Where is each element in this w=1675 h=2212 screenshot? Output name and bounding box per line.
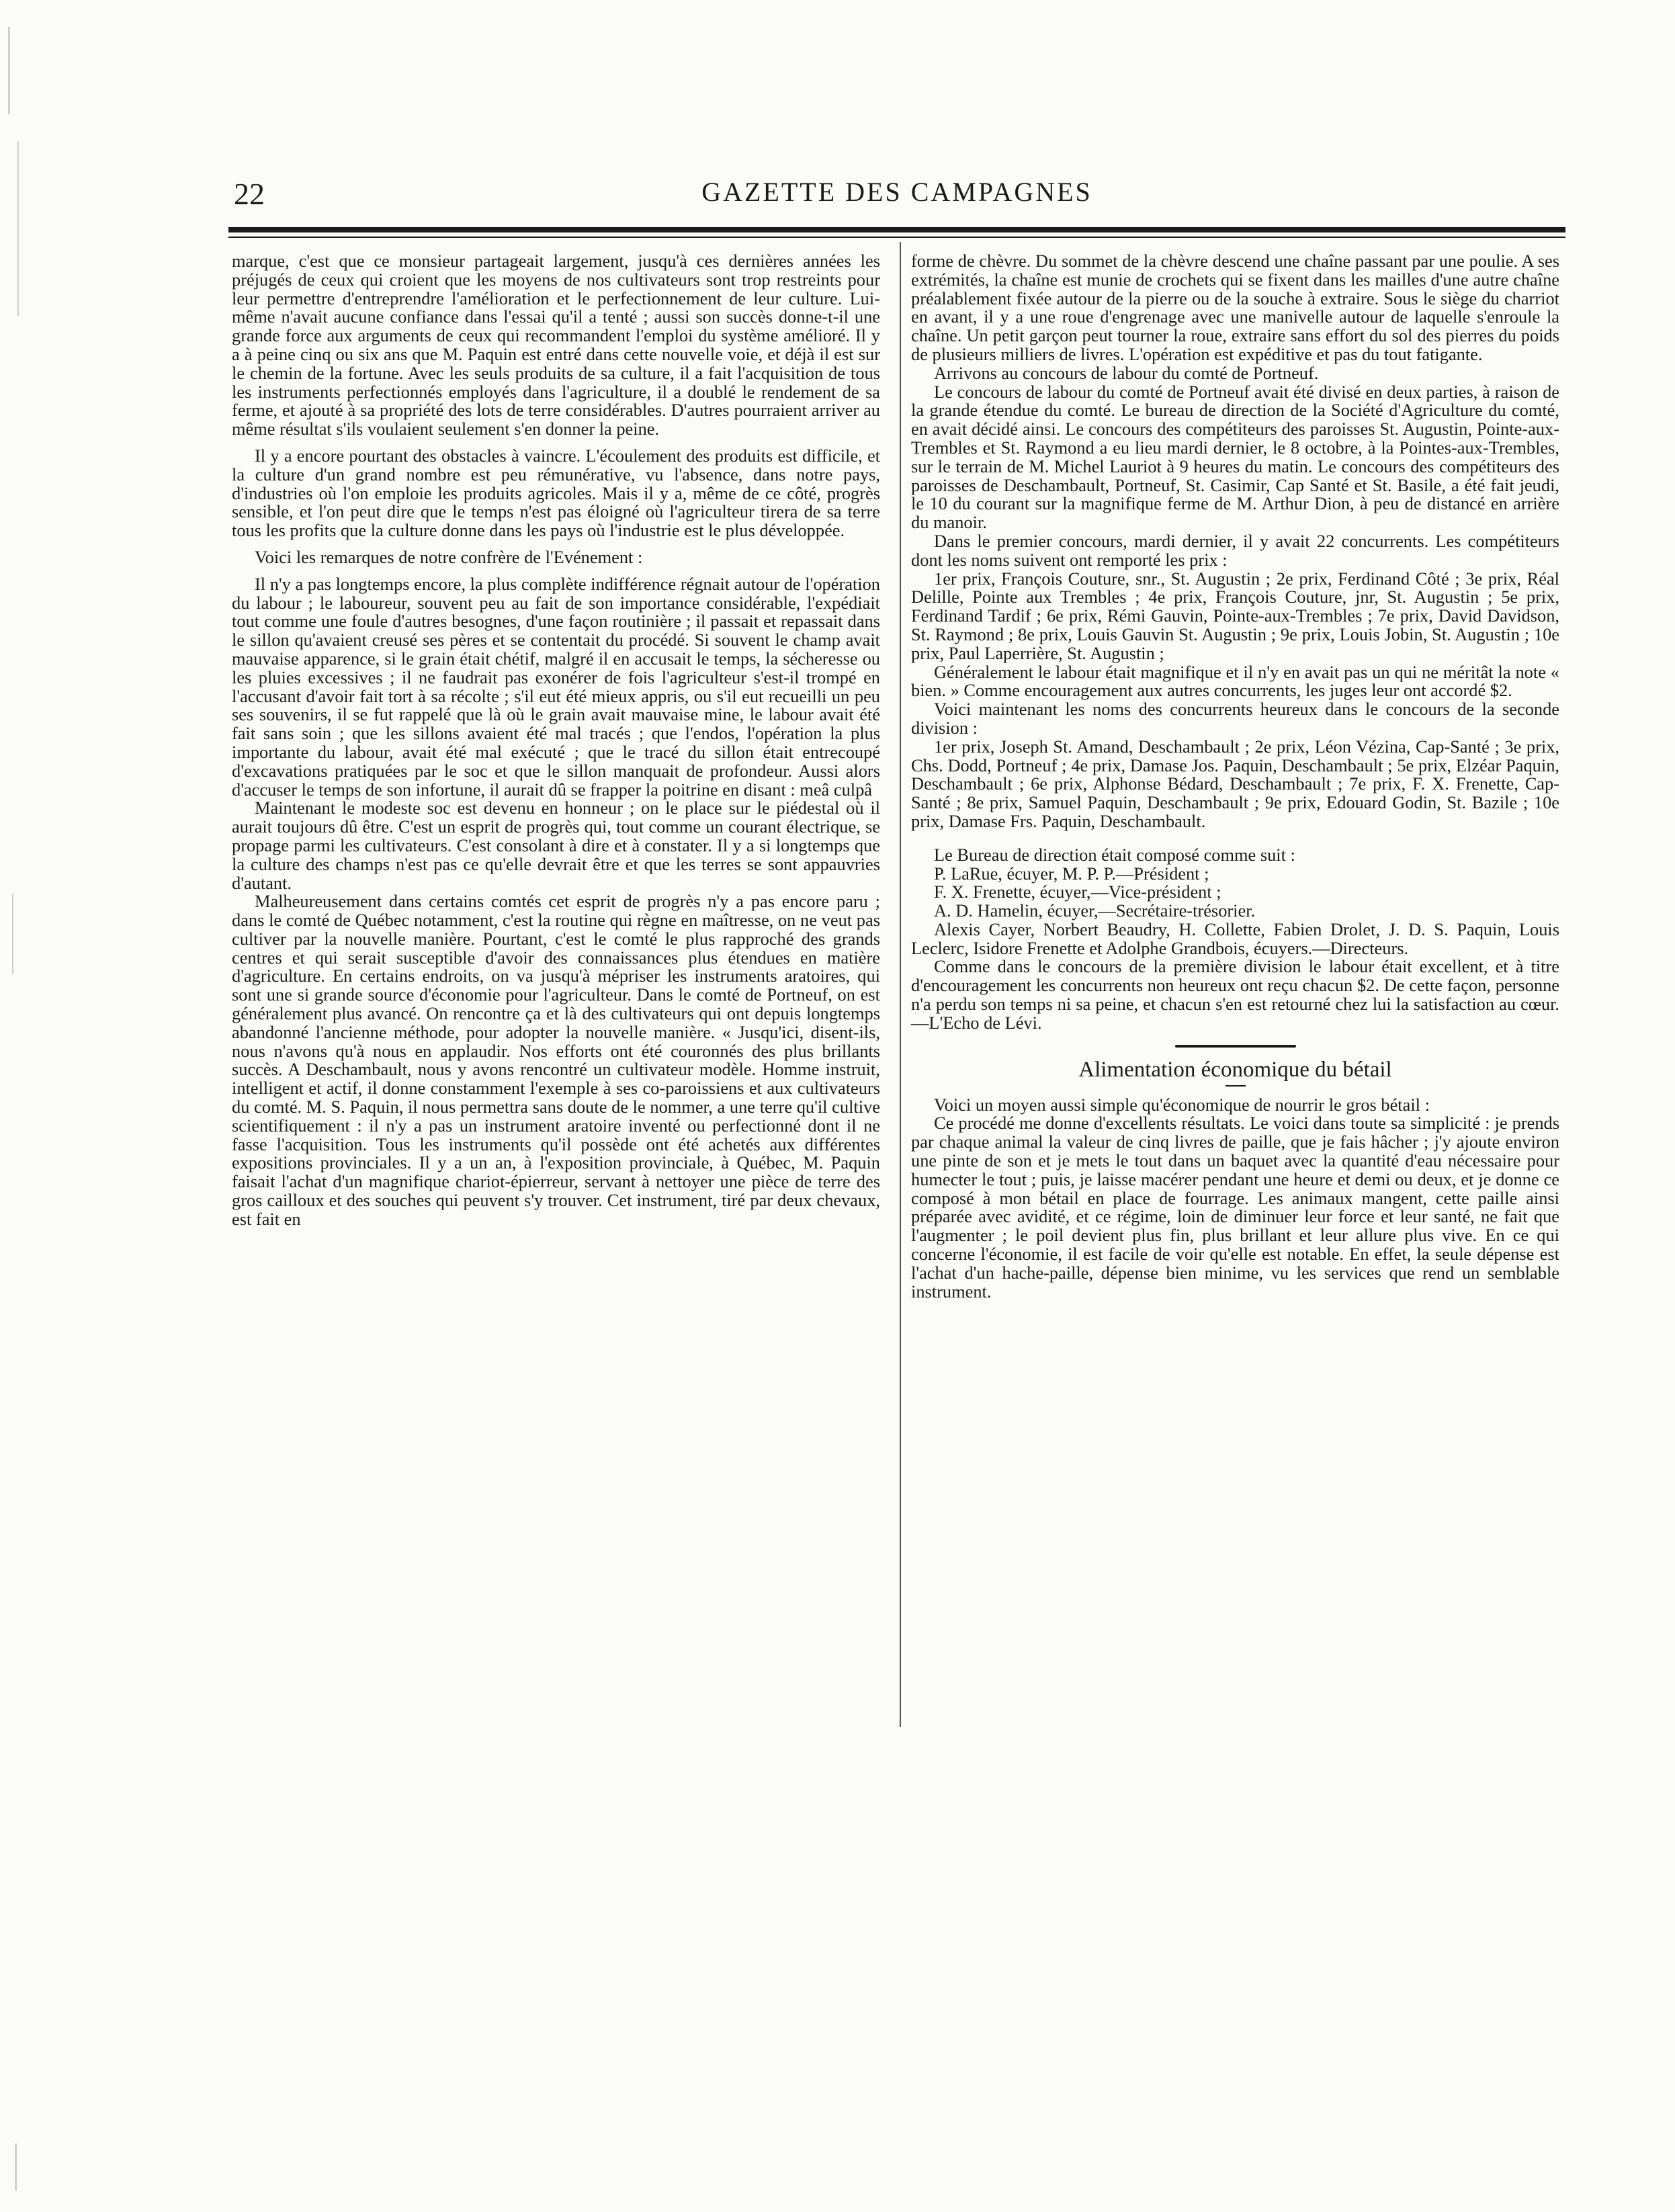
paragraph: Ce procédé me donne d'excellents résultats. Le voici dans toute sa simplicité : je prends par chaque animal la valeur de cinq livres de paille, que je fais hâcher ; j'y ajoute environ une pinte de son et je mets le tout dans un baquet avec la quantité d'eau nécessaire pour humecter le tout ; puis, je laisse macérer pendant une heure et demi ou deux, et je donne ce composé à mon bétail en place de fourrage. Les animaux mangent, cette paille ainsi préparée avec avidité, et ce régime, loin de diminuer leur force et leur santé, ne fait que l'augmenter ; le poil devient plus fin, plus brillant et leur allure plus vive. En ce qui concerne l'économie, il est facile de voir qu'elle est notable. En effet, la seule dépense est l'achat d'un hache-paille, dépense bien minime, vu les services que rend un semblable instrument. <box>911 1113 1559 1302</box>
paragraph: Arrivons au concours de labour du comté de Portneuf. <box>934 362 1319 383</box>
paragraph: Voici les remarques de notre confrère de l'Evénement : <box>255 546 643 567</box>
paragraph: Généralement le labour était magnifique et il n'y en avait pas un qui ne méritât la note « bien. » Comme encouragement aux autres concurrents, les juges leur ont accordé $2. <box>911 661 1559 701</box>
paragraph: marque, c'est que ce monsieur partageait largement, jusqu'à ces dernières années les préjugés de ceux qui croient que les moyens de nos cultivateurs sont trop restreints pour leur permettre d'entreprendre l'amélioration et le perfectionnement de leur culture. Lui-même n'avait aucune confiance dans l'essai qu'il a tenté ; aussi son succès donne-t-il une grande force aux arguments de ceux qui recommandent l'emploi du système amélioré. Il y a à peine cinq ou six ans que M. Paquin est entré dans cette nouvelle voie, et déjà il est sur le chemin de la fortune. Avec les seuls produits de sa culture, il a fait l'acquisition de tous les instruments perfectionnés employés dans l'agriculture, il a doublé le rendement de sa ferme, et ajouté à sa propriété des lots de terre considérables. D'autres pourraient arriver au même résultat s'ils voulaient seulement s'en donner la peine. <box>232 251 880 439</box>
running-title: GAZETTE DES CAMPAGNES <box>701 177 1092 207</box>
right-column <box>911 252 1559 1301</box>
paragraph: Voici un moyen aussi simple qu'économique de nourrir le gros bétail : <box>934 1094 1430 1115</box>
header-rule <box>228 227 1565 232</box>
page-number: 22 <box>234 177 265 211</box>
paragraph: Le concours de labour du comté de Portneuf avait été divisé en deux parties, à raison de la grande étendue du comté. Le bureau de direction de la Société d'Agriculture du comté, en avait décidé ainsi. Le concours des compétiteurs des paroisses St. Augustin, Pointe-aux-Trembles et St. Raymond a eu lieu mardi dernier, le 8 octobre, à la Pointes-aux-Trembles, sur le terrain de M. Michel Lauriot à 9 heures du matin. Le concours des compétiteurs des paroisses de Deschambault, Portneuf, St. Casimir, Cap Santé et St. Basile, a été fait jeudi, le 10 du courant sur la magnifique ferme de M. Arthur Dion, à peu de distancé en arrière du manoir. <box>911 381 1559 533</box>
header-rule-thin <box>228 237 1565 238</box>
paragraph: Voici maintenant les noms des concurrents heureux dans le concours de la seconde division : <box>911 699 1559 738</box>
paragraph: Il y a encore pourtant des obstacles à vaincre. L'écoulement des produits est difficile, et la culture d'un grand nombre est peu rémunérative, vu l'absence, dans notre pays, d'industries où l'on emploie les produits agricoles. Mais il y a, même de ce côté, progrès sensible, et l'on peut dire que le temps n'est pas éloigné où l'agriculteur tirera de sa terre tous les profits que la culture donne dans les pays où l'industrie est le plus développée. <box>232 445 880 541</box>
page-header <box>228 176 1565 216</box>
prize-list: 1er prix, François Couture, snr., St. Augustin ; 2e prix, Ferdinand Côté ; 3e prix, Réal Delille, Pointe aux Trembles ; 4e prix, François Couture, jnr, St. Augustin ; 5e prix, Ferdinand Tardif ; 6e prix, Rémi Gauvin, Pointe-aux-Trembles ; 7e prix, David Davidson, St. Raymond ; 8e prix, Louis Gauvin St. Augustin ; 9e prix, Louis Jobin, St. Augustin ; 10e prix, Paul Laperrière, St. Augustin ; <box>911 568 1559 663</box>
bureau-member: F. X. Frenette, écuyer,—Vice-président ; <box>934 882 1221 902</box>
scan-mark <box>15 2143 17 2190</box>
bureau-directors: Alexis Cayer, Norbert Beaudry, H. Collette, Fabien Drolet, J. D. S. Paquin, Louis Leclerc, Isidore Frenette et Adolphe Grandbois, écuyers.—Directeurs. <box>911 919 1559 958</box>
paragraph: Malheureusement dans certains comtés cet esprit de progrès n'y a pas encore paru ; dans le comté de Québec notamment, c'est la routine qui règne en maîtresse, on ne veut pas cultiver par la nouvelle manière. Pourtant, c'est le comté le plus rapproché des grands centres et qui serait susceptible d'avoir des connaissances plus étendues en matière d'agriculture. En certains endroits, on va jusqu'à mépriser les instruments aratoires, qui sont une si grande source d'économie pour l'agriculteur. Dans le comté de Portneuf, on est généralement plus avancé. On rencontre ça et là des cultivateurs qui ont depuis longtemps abandonné l'ancienne méthode, pour adopter la nouvelle manière. « Jusqu'ici, disent-ils, nous n'avons qu'à nous en applaudir. Nos efforts ont été couronnés des plus brillants succès. A Deschambault, nous y avons rencontré un cultivateur modèle. Homme instruit, intelligent et actif, il donne constamment l'exemple à ses co-paroissiens et aux cultivateurs du comté. M. S. Paquin, il nous permettra sans doute de le nommer, a une terre qu'il cultive scientifiquement : il n'y a pas un instrument aratoire inventé ou perfectionné dont il ne fasse l'acquisition. Tous les instruments qu'il possède ont été achetés aux différentes expositions provinciales. Il y a un an, à l'exposition provinciale, à Québec, M. Paquin faisait l'achat d'un magnifique chariot-épierreur, servant à nettoyer une pièce de terre des gros cailloux et des souches qui peuvent s'y trouver. Cet instrument, tiré par deux chevaux, est fait en <box>232 891 880 1229</box>
paragraph: Comme dans le concours de la première division le labour était excellent, et à titre d'encouragement les concurrents non heureux ont reçu chacun $2. De cette façon, personne n'a perdu son temps ni sa peine, et chacun s'en est retourné chez lui la satisfaction au cœur.—L'Echo de Lévi. <box>911 956 1559 1033</box>
scan-mark <box>12 894 13 974</box>
section-divider <box>1175 1045 1296 1048</box>
bureau-member: P. LaRue, écuyer, M. P. P.—Président ; <box>934 863 1209 884</box>
paragraph: Maintenant le modeste soc est devenu en honneur ; on le place sur le piédestal où il aurait toujours dû être. C'est un esprit de progrès qui, tout comme un courant électrique, se propage parmi les cultivateurs. C'est consolant à dire et à constater. Il y a si longtemps que la culture des champs n'est pas ce qu'elle devrait être et que les terres se sont appauvries d'autant. <box>232 798 880 893</box>
prize-list: 1er prix, Joseph St. Amand, Deschambault ; 2e prix, Léon Vézina, Cap-Santé ; 3e prix, Chs. Dodd, Portneuf ; 4e prix, Damase Jos. Paquin, Deschambault ; 5e prix, Elzéar Paquin, Deschambault ; 6e prix, Alphonse Bédard, Deschambault ; 7e prix, F. X. Frenette, Cap-Santé ; 8e prix, Samuel Paquin, Deschambault ; 9e prix, Edouard Godin, St. Bazile ; 10e prix, Damase Frs. Paquin, Deschambault. <box>911 736 1559 831</box>
bureau-member: A. D. Hamelin, écuyer,—Secrétaire-trésorier. <box>934 900 1256 921</box>
paragraph: forme de chèvre. Du sommet de la chèvre descend une chaîne passant par une poulie. A ses extrémités, la chaîne est munie de crochets qui se fixent dans les mailles d'une autre chaîne préalablement fixée autour de la pierre ou de la souche à extraire. Sous le siège du charriot en avant, il y a une roue d'engrenage avec une manivelle autour de laquelle s'enroule la chaîne. Un petit garçon peut tourner la roue, extraire sans effort du sol des pierres du poids de plusieurs milliers de livres. L'opération est expéditive et pas du tout fatigante. <box>911 251 1559 364</box>
scan-mark <box>8 27 10 114</box>
column-divider <box>900 242 901 1727</box>
bureau-intro: Le Bureau de direction était composé comme suit : <box>934 844 1295 865</box>
scan-mark <box>17 141 19 316</box>
left-column <box>232 252 880 1229</box>
paragraph: Il n'y a pas longtemps encore, la plus complète indifférence régnait autour de l'opération du labour ; le laboureur, souvent peu au fait de son importance considérable, l'expédiait tout comme une foule d'autres besognes, d'une façon routinière ; il passait et repassait dans le sillon qu'avaient creusé ses pères et se contentait du procédé. Si souvent le champ avait mauvaise apparence, si le grain était chétif, malgré il en accusait le temps, la sécheresse ou les pluies excessives ; il ne faudrait pas exonérer de fois l'agriculteur s'est-il trompé en l'accusant d'avoir fait tort à sa récolte ; s'il eut été mieux appris, ou s'il eut recueilli un peu ses souvenirs, il se fut rappelé que là où le grain avait mauvaise mine, le labour avait été fait sans soin ; que les sillons avaient été mal tracés ; que l'endos, l'opération la plus importante du labour, avait été mal exécuté ; que le tracé du sillon était entrecoupé d'excavations pratiquées par le soc et que le sillon manquait de profondeur. Aussi alors d'accuser le temps de son infortune, il aurait dû se frapper la poitrine en disant : meâ culpâ <box>232 573 880 800</box>
title-dash <box>1226 1085 1246 1087</box>
paragraph: Dans le premier concours, mardi dernier, il y avait 22 concurrents. Les compétiteurs dont les noms suivent ont remporté les prix : <box>911 530 1559 570</box>
section-title: Alimentation économique du bétail <box>1078 1057 1392 1082</box>
